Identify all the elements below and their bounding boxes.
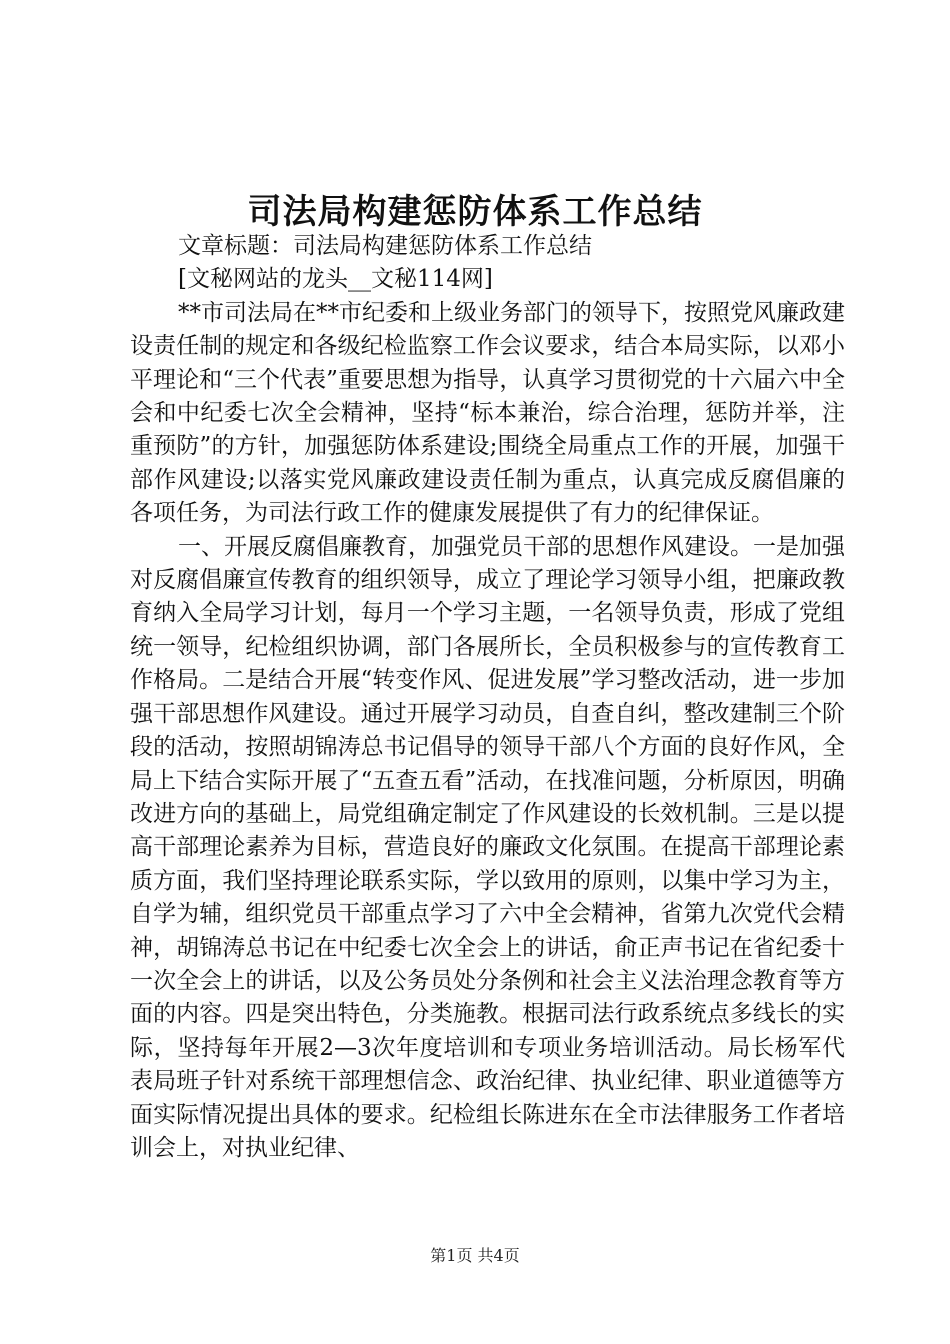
paragraph-intro: **市司法局在**市纪委和上级业务部门的领导下，按照党风廉政建设责任制的规定和各级纪检监察工作会议要求，结合本局实际，以邓小平理论和“三个代表”重要思想为指导，认真学习贯彻党的十六届六中全会和中纪委七次全会精神，坚持“标本兼治，综合治理，惩防并举，注重预防”的方针，加强惩防体系建设;围绕全局重点工作的开展，加强干部作风建设;以落实党风廉政建设责任制为重点，认真完成反腐倡廉的各项任务，为司法行政工作的健康发展提供了有力的纪律保证。	[130, 299, 845, 527]
article-title-line: 文章标题：司法局构建惩防体系工作总结	[178, 233, 592, 259]
document-title: 司法局构建惩防体系工作总结	[247, 192, 703, 232]
source-line: [文秘网站的龙头__文秘114网]	[178, 266, 493, 293]
document-body	[130, 230, 845, 1165]
page-number: 第1页 共4页	[430, 1246, 520, 1265]
paragraph-section-one: 一、开展反腐倡廉教育，加强党员干部的思想作风建设。一是加强对反腐倡廉宣传教育的组织领导，成立了理论学习领导小组，把廉政教育纳入全局学习计划，每月一个学习主题，一名领导负责，形成了党组统一领导，纪检组织协调，部门各展所长，全员积极参与的宣传教育工作格局。二是结合开展“转变作风、促进发展”学习整改活动，进一步加强干部思想作风建设。通过开展学习动员，自查自纠，整改建制三个阶段的活动，按照胡锦涛总书记倡导的领导干部八个方面的良好作风，全局上下结合实际开展了“五查五看”活动，在找准问题，分析原因，明确改进方向的基础上，局党组确定制定了作风建设的长效机制。三是以提高干部理论素养为目标，营造良好的廉政文化氛围。在提高干部理论素质方面，我们坚持理论联系实际，学以致用的原则，以集中学习为主，自学为辅，组织党员干部重点学习了六中全会精神，省第九次党代会精神，胡锦涛总书记在中纪委七次全会上的讲话，俞正声书记在省纪委十一次全会上的讲话，以及公务员处分条例和社会主义法治理念教育等方面的内容。四是突出特色，分类施教。根据司法行政系统点多线长的实际，坚持每年开展2—3次年度培训和专项业务培训活动。局长杨军代表局班子针对系统干部理想信念、政治纪律、执业纪律、职业道德等方面实际情况提出具体的要求。纪检组长陈进东在全市法律服务工作者培训会上，对执业纪律、	[130, 533, 845, 1161]
